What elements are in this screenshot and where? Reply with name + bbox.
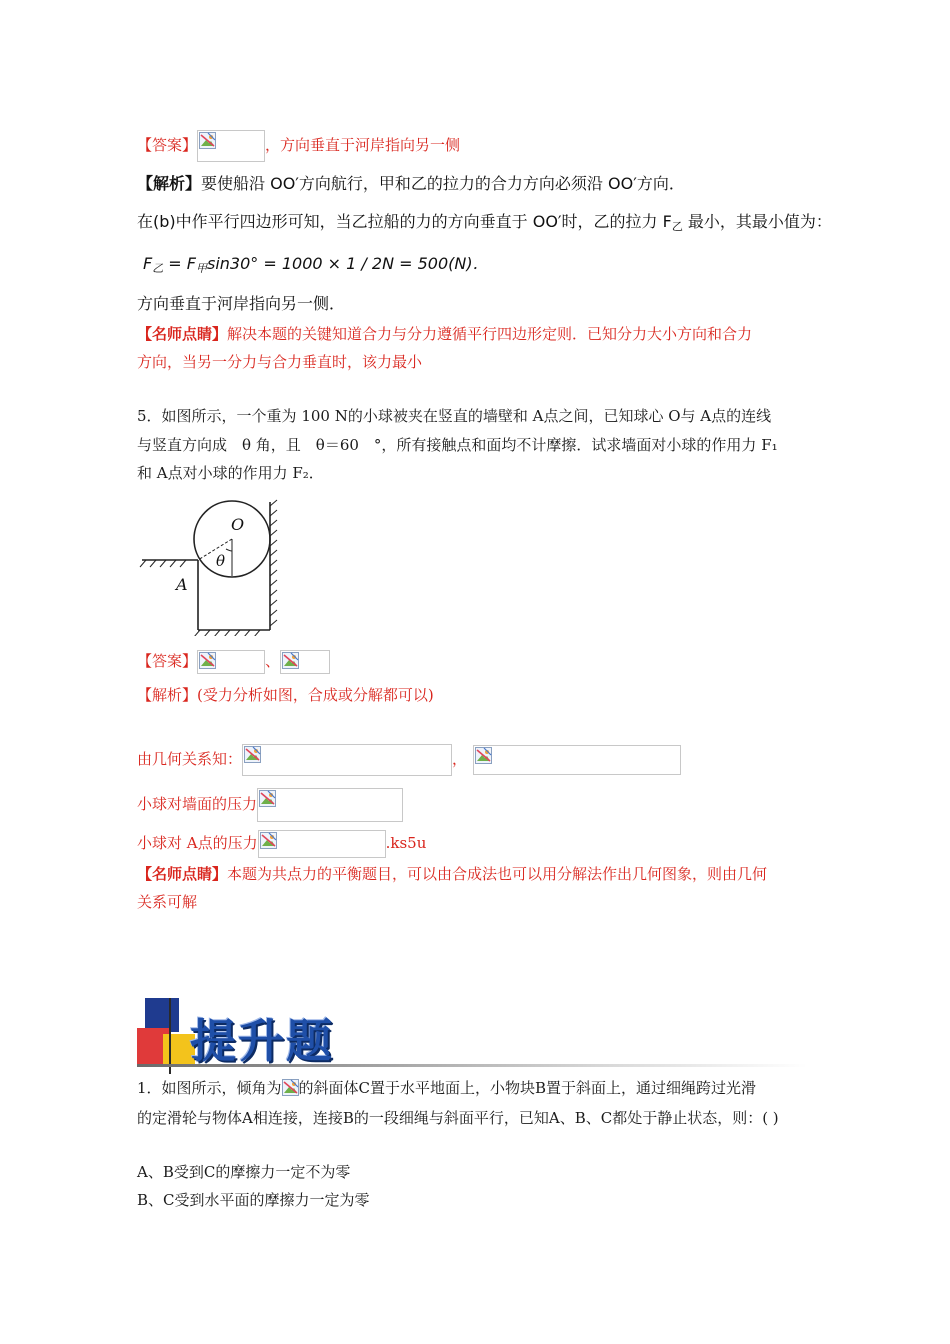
point-a-force-label: 小球对 A点的压力 <box>137 834 258 852</box>
tip-line-1 <box>137 324 752 344</box>
p1-option-b: B、C受到水平面的摩擦力一定为零 <box>137 1191 370 1209</box>
label-A: A <box>176 575 188 594</box>
tip-line-2: 方向，当另一分力与合力垂直时，该力最小 <box>137 353 423 371</box>
formula-image <box>197 130 265 162</box>
q5-tip-line-2: 关系可解 <box>137 893 198 911</box>
formula-mid: = F <box>163 254 196 273</box>
answer-text: ，方向垂直于河岸指向另一侧 <box>265 136 461 154</box>
angle-image-icon <box>282 1079 299 1096</box>
p1-line-2: 的定滑轮与物体A相连接，连接B的一段细绳与斜面平行，已知A、B、C都处于静止状态，则：( ) <box>137 1109 779 1127</box>
tip-label: 【名师点睛】 <box>137 325 228 343</box>
point-a-force-line <box>137 830 426 858</box>
formula-rest: sin30° = 1000 × 1 / 2N = 500(N)． <box>206 254 489 273</box>
formula-lhs-sub: 乙 <box>152 262 164 275</box>
analysis-label: 【解析】 <box>137 174 202 193</box>
point-a-suffix: .ks5u <box>385 834 427 852</box>
answer-label: 【答案】 <box>137 652 198 670</box>
formula-lhs: F <box>143 254 153 273</box>
p1-text-1b: 的斜面体C置于水平地面上，小物块B置于斜面上，通过细绳跨过光滑 <box>298 1079 757 1097</box>
answer-image-2 <box>280 650 330 674</box>
analysis-text-2: 在(b)中作平行四边形可知，当乙拉船的力的方向垂直于 OO′时，乙的拉力 F <box>137 212 672 231</box>
broken-image-icon <box>282 652 299 669</box>
q5-answer-line <box>137 650 330 674</box>
geometry-image-1 <box>242 744 452 776</box>
broken-image-icon <box>244 746 261 763</box>
banner-vertical-rule <box>169 998 171 1074</box>
q5-analysis-line <box>137 685 434 705</box>
formula-mid-sub: 甲 <box>195 262 207 275</box>
broken-image-icon <box>259 790 276 807</box>
wall-force-image <box>257 788 403 822</box>
analysis-text: (受力分析如图，合成或分解都可以) <box>197 686 434 704</box>
broken-image-icon <box>199 132 216 149</box>
analysis-formula <box>143 254 489 279</box>
analysis-label: 【解析】 <box>137 686 198 704</box>
geometry-line <box>137 744 681 776</box>
analysis-line-1 <box>137 174 685 194</box>
p1-text-1a: 1．如图所示，倾角为 <box>137 1079 282 1097</box>
ball-wall-figure <box>138 496 288 636</box>
tip-text-1: 本题为共点力的平衡题目，可以由合成法也可以用分解法作出几何图象，则由几何 <box>227 865 768 883</box>
banner-square-blue <box>145 998 179 1032</box>
q5-tip-line-1 <box>137 864 767 884</box>
q5-line-1: 5．如图所示，一个重为 100 N的小球被夹在竖直的墙壁和 A点之间，已知球心 O与 A点的连线 <box>137 407 772 425</box>
q5-line-3: 和 A点对小球的作用力 F₂． <box>137 464 324 482</box>
answer-label: 【答案】 <box>137 136 198 154</box>
answer-image-1 <box>197 650 265 674</box>
broken-image-icon <box>199 652 216 669</box>
wall-force-label: 小球对墙面的压力 <box>137 795 258 813</box>
p1-line-1 <box>137 1078 756 1098</box>
label-theta: θ <box>216 552 226 570</box>
tip-label: 【名师点睛】 <box>137 865 228 883</box>
analysis-text-2b: 最小，其最小值为： <box>682 212 832 231</box>
q4-answer-line <box>137 130 460 162</box>
analysis-line-4: 方向垂直于河岸指向另一侧． <box>137 294 346 313</box>
analysis-line-2 <box>137 212 832 237</box>
q5-line-2: 与竖直方向成 θ 角，且 θ＝60 °，所有接触点和面均不计摩擦．试求墙面对小球的作用力 F₁ <box>137 436 778 454</box>
geometry-sep: ， <box>452 750 468 768</box>
label-O: O <box>231 515 245 534</box>
tip-text-1: 解决本题的关键知道合力与分力遵循平行四边形定则．已知分力大小方向和合力 <box>227 325 753 343</box>
broken-image-icon <box>475 747 492 764</box>
banner-title: 提升题 <box>190 1014 334 1068</box>
geometry-image-2 <box>473 745 681 775</box>
geometry-label: 由几何关系知： <box>137 750 243 768</box>
broken-image-icon <box>260 832 277 849</box>
subscript: 乙 <box>671 220 683 233</box>
wall-force-line <box>137 788 403 822</box>
analysis-text-1: 要使船沿 OO′方向航行，甲和乙的拉力的合力方向必须沿 OO′方向． <box>201 174 685 193</box>
p1-option-a: A、B受到C的摩擦力一定不为零 <box>137 1163 351 1181</box>
point-a-force-image <box>258 830 386 858</box>
answer-sep: 、 <box>265 652 281 670</box>
